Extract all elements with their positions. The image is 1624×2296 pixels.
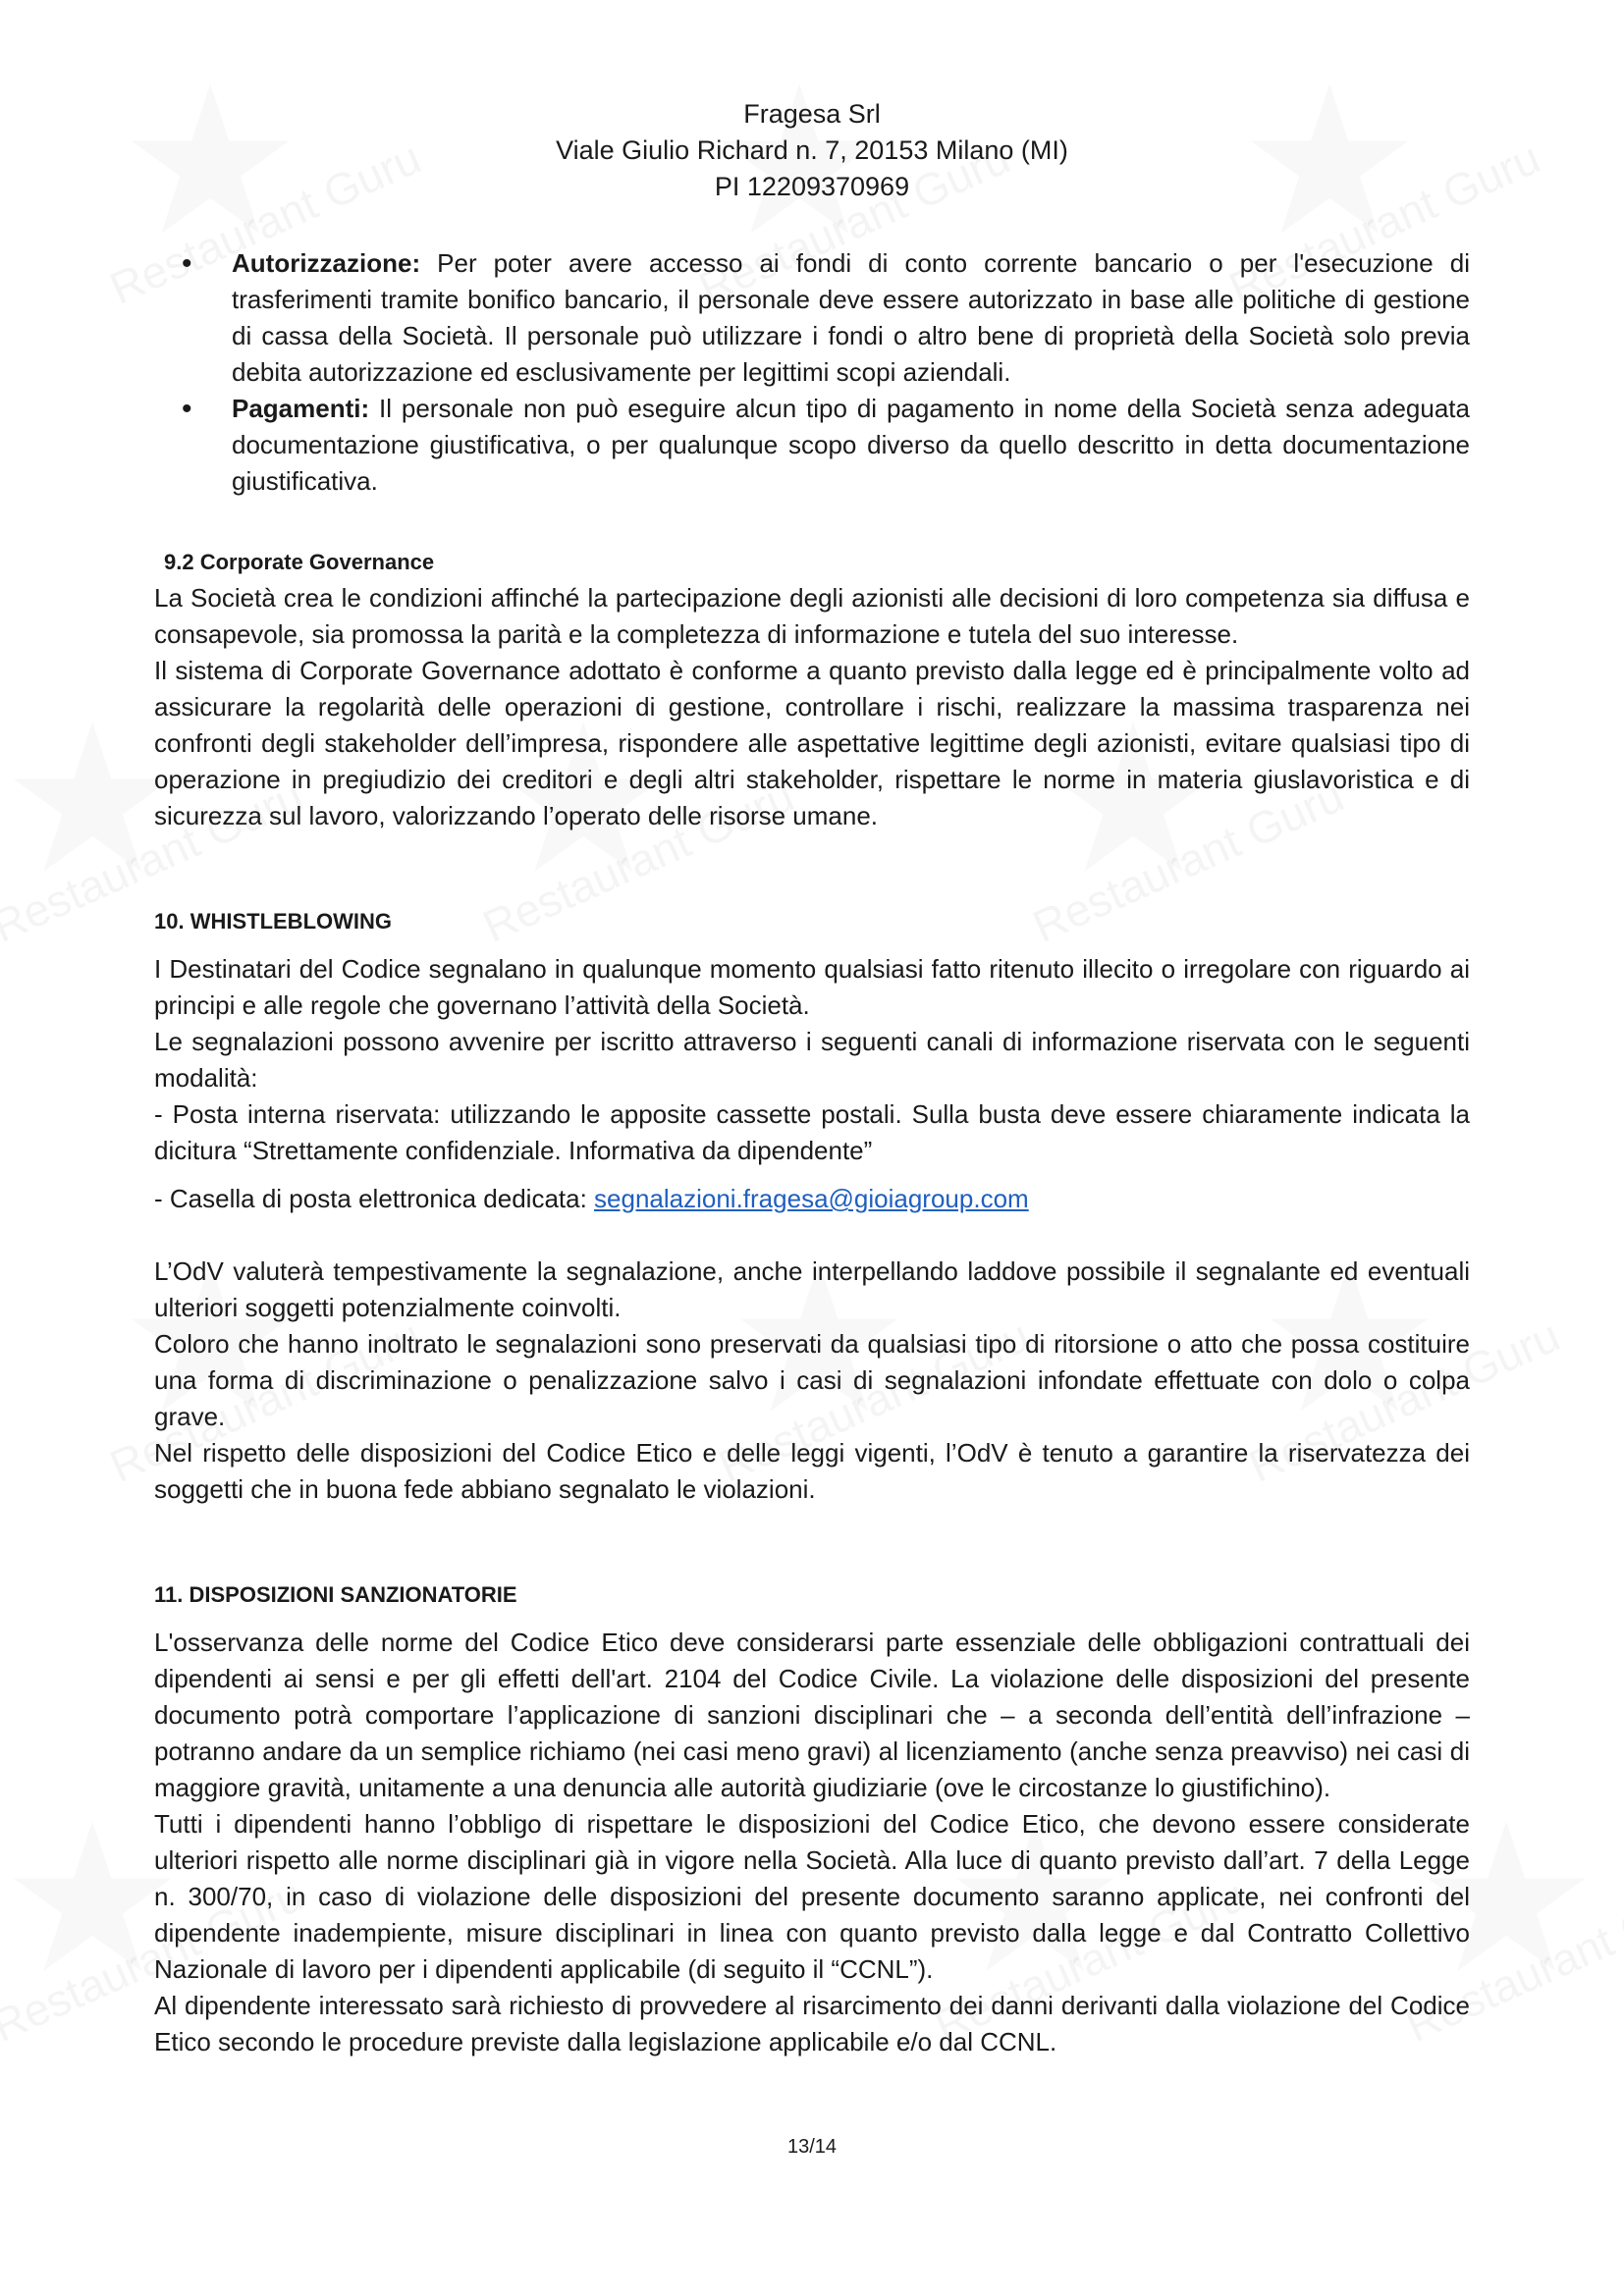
email-link[interactable]: segnalazioni.fragesa@gioiagroup.com (594, 1184, 1029, 1213)
section-heading-10: 10. WHISTLEBLOWING (154, 909, 392, 934)
company-name: Fragesa Srl (743, 99, 881, 129)
document-body (154, 245, 1470, 2060)
email-label: - Casella di posta elettronica dedicata: (154, 1184, 595, 1213)
paragraph: La Società crea le condizioni affinché la partecipazione degli azionisti alle decisioni di loro competenza sia diffusa e consapevole, sia promossa la parità e la completezza di informazione e tutela del suo interesse. (154, 583, 1470, 649)
bullet-term: Pagamenti: (232, 394, 370, 423)
paragraph: Tutti i dipendenti hanno l’obbligo di rispettare le disposizioni del Codice Etico, che devono essere considerate ulteriori rispetto alle norme disciplinari già in vigore nella Società. Alla luce di quanto previsto dall’art. 7 della Legge n. 300/70, in caso di violazione delle disposizioni del presente documento saranno applicate, nei confronti del dipendente inadempiente, misure disciplinari in linea con quanto previsto dalla legge e dal Contratto Collettivo Nazionale di lavoro per i dipendenti applicabile (di seguito il “CCNL”). (154, 1809, 1470, 1984)
section-heading-11: 11. DISPOSIZIONI SANZIONATORIE (154, 1582, 517, 1607)
paragraph: Coloro che hanno inoltrato le segnalazioni sono preservati da qualsiasi tipo di ritorsione o atto che possa costituire una forma di discriminazione o penalizzazione salvo i casi di segnalazioni infondate effettuate con dolo o colpa grave. (154, 1329, 1470, 1431)
bullet-item (154, 245, 1470, 391)
paragraph: Il sistema di Corporate Governance adottato è conforme a quanto previsto dalla legge ed è principalmente volto ad assicurare la regolarità delle operazioni di gestione, controllare i rischi, realizzare la massima trasparenza nei confronti degli stakeholder dell’impresa, rispondere alle aspettative legittime degli azionisti, evitare qualsiasi tipo di operazione in pregiudizio dei creditori e degli altri stakeholder, rispettare le norme in materia giuslavoristica e di sicurezza sul lavoro, valorizzando l’operato delle risorse umane. (154, 656, 1470, 830)
company-vat: PI 12209370969 (714, 172, 910, 201)
controls-bullet-list (154, 245, 1470, 500)
section-heading-9-2: 9.2 Corporate Governance (164, 550, 435, 574)
paragraph: L’OdV valuterà tempestivamente la segnalazione, anche interpellando laddove possibile il segnalante ed eventuali ulteriori soggetti potenzialmente coinvolti. (154, 1256, 1470, 1322)
paragraph: - Posta interna riservata: utilizzando le apposite cassette postali. Sulla busta deve essere chiaramente indicata la dicitura “Strettamente confidenziale. Informativa da dipendente” (154, 1099, 1470, 1165)
email-line (154, 1181, 1470, 1217)
paragraph: Al dipendente interessato sarà richiesto di provvedere al risarcimento dei danni derivanti dalla violazione del Codice Etico secondo le procedure previste dalla legislazione applicabile e/o dal CCNL. (154, 1991, 1470, 2056)
paragraph: I Destinatari del Codice segnalano in qualunque momento qualsiasi fatto ritenuto illecito o irregolare con riguardo ai principi e alle regole che governano l’attività della Società. (154, 954, 1470, 1020)
page-number: 13/14 (786, 2136, 838, 2158)
letterhead (0, 96, 1624, 205)
bullet-text: Per poter avere accesso ai fondi di conto corrente bancario o per l'esecuzione di trasferimenti tramite bonifico bancario, il personale deve essere autorizzato in base alle politiche di gestione di cassa della Società. Il personale può utilizzare i fondi o altro bene di proprietà della Società solo previa debita autorizzazione ed esclusivamente per legittimi scopi aziendali. (232, 248, 1470, 387)
paragraph: Le segnalazioni possono avvenire per iscritto attraverso i seguenti canali di informazione riservata con le seguenti modalità: (154, 1027, 1470, 1093)
paragraph: Nel rispetto delle disposizioni del Codice Etico e delle leggi vigenti, l’OdV è tenuto a garantire la riservatezza dei soggetti che in buona fede abbiano segnalato le violazioni. (154, 1438, 1470, 1504)
company-address: Viale Giulio Richard n. 7, 20153 Milano (MI) (556, 135, 1068, 165)
paragraph: L'osservanza delle norme del Codice Etico deve considerarsi parte essenziale delle obbligazioni contrattuali dei dipendenti ai sensi e per gli effetti dell'art. 2104 del Codice Civile. La violazione delle disposizioni del presente documento potrà comportare l’applicazione di sanzioni disciplinari che – a seconda dell’entità dell’infrazione – potranno andare da un semplice richiamo (nei casi meno gravi) al licenziamento (anche senza preavviso) nei casi di maggiore gravità, unitamente a una denuncia alle autorità giudiziarie (ove le circostanze lo giustifichino). (154, 1628, 1470, 1802)
bullet-text: Il personale non può eseguire alcun tipo di pagamento in nome della Società senza adeguata documentazione giustificativa, o per qualunque scopo diverso da quello descritto in detta documentazione giustificativa. (232, 394, 1470, 496)
bullet-item (154, 391, 1470, 500)
bullet-term: Autorizzazione: (232, 248, 421, 278)
